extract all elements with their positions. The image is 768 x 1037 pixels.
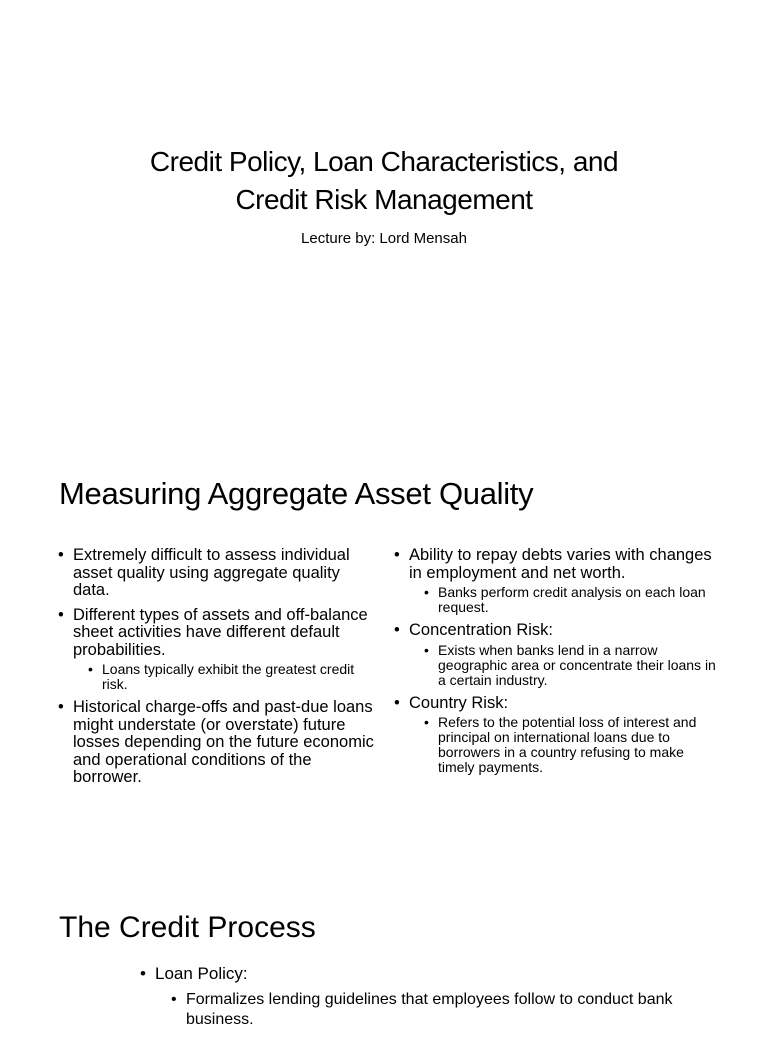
credit-process-slide bbox=[0, 885, 768, 1028]
sub-bullet-item: • Refers to the potential loss of interest and principal on international loans due to borrowers in a country refusing to make timely payments. bbox=[424, 715, 724, 775]
slide-title bbox=[0, 143, 768, 219]
asset-quality-slide bbox=[0, 440, 768, 885]
bullet-item: • Ability to repay debts varies with changes in employment and net worth. • Banks perform credit analysis on each loan request. bbox=[394, 547, 724, 615]
title-slide bbox=[0, 0, 768, 440]
slide-subtitle: Lecture by: Lord Mensah bbox=[301, 230, 467, 247]
sub-bullet-item: • Formalizes lending guidelines that employees follow to conduct bank business. bbox=[171, 990, 700, 1030]
sub-bullet-item: • Loans typically exhibit the greatest credit risk. bbox=[88, 662, 378, 692]
left-column bbox=[58, 547, 378, 794]
slide-heading: The Credit Process bbox=[59, 911, 316, 944]
title-line-1: Credit Policy, Loan Characteristics, and bbox=[149, 146, 619, 177]
slide-heading: Measuring Aggregate Asset Quality bbox=[59, 476, 534, 511]
bullet-item: • Concentration Risk: • Exists when banks lend in a narrow geographic area or concentrate their loans in a certain industry. bbox=[394, 622, 724, 688]
bullet-item: • Historical charge-offs and past-due loans might understate (or overstate) future losses depending on the future economic and operational conditions of the borrower. bbox=[58, 699, 378, 787]
sub-bullet-item: • Banks perform credit analysis on each loan request. bbox=[424, 585, 724, 615]
sub-bullet-item: • Exists when banks lend in a narrow geographic area or concentrate their loans in a certain industry. bbox=[424, 643, 724, 688]
title-line-2: Credit Risk Management bbox=[235, 184, 533, 215]
right-column bbox=[394, 547, 724, 782]
bullet-item: • Extremely difficult to assess individual asset quality using aggregate quality data. bbox=[58, 547, 378, 600]
bullet-item: • Loan Policy: • Formalizes lending guidelines that employees follow to conduct bank business. bbox=[140, 963, 700, 1030]
bullet-list bbox=[140, 963, 700, 1037]
bullet-item: • Different types of assets and off-balance sheet activities have different default probabilities. • Loans typically exhibit the greatest credit risk. bbox=[58, 607, 378, 693]
bullet-item: • Country Risk: • Refers to the potential loss of interest and principal on international loans due to borrowers in a country refusing to make timely payments. bbox=[394, 695, 724, 776]
